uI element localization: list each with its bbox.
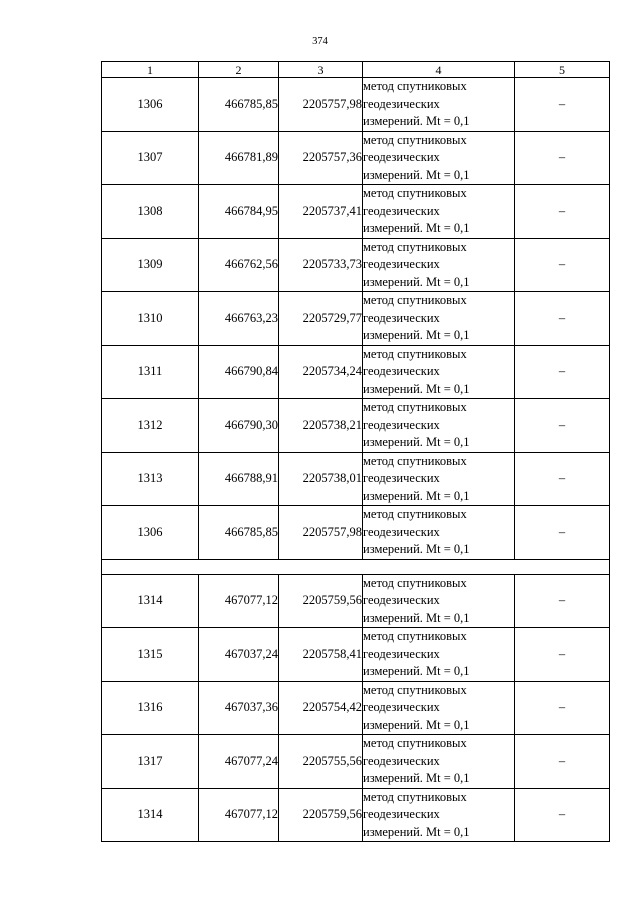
- method-cell: [363, 681, 515, 735]
- coordinate-y-cell: 2205729,77: [279, 292, 363, 346]
- method-cell: [363, 628, 515, 682]
- method-cell: [363, 131, 515, 185]
- method-line: метод спутниковых: [363, 346, 467, 361]
- point-number-cell: 1310: [102, 292, 199, 346]
- point-number-cell: 1315: [102, 628, 199, 682]
- point-number-cell: 1314: [102, 574, 199, 628]
- coordinate-x-cell: 466790,84: [199, 345, 279, 399]
- method-line: геодезических: [363, 593, 440, 607]
- method-line: метод спутниковых: [363, 453, 467, 468]
- point-number-cell: 1306: [102, 78, 199, 132]
- method-line: геодезических: [363, 203, 440, 218]
- method-line: метод спутниковых: [363, 186, 467, 200]
- column-5-cell: –: [515, 506, 610, 560]
- coordinate-y-cell: 2205734,24: [279, 345, 363, 399]
- column-5-cell: –: [515, 452, 610, 506]
- coordinate-y-cell: 2205757,98: [279, 506, 363, 560]
- coordinate-y-cell: 2205757,36: [279, 131, 363, 185]
- column-5-cell: –: [515, 788, 610, 842]
- table-row: [102, 452, 610, 506]
- coordinate-x-cell: 466785,85: [199, 78, 279, 132]
- method-line: измерений. Mt = 0,1: [363, 381, 470, 396]
- method-line: измерений. Mt = 0,1: [363, 221, 470, 235]
- method-line: измерений. Mt = 0,1: [363, 717, 470, 732]
- method-line: геодезических: [363, 417, 440, 432]
- method-cell: [363, 506, 515, 560]
- coordinate-x-cell: 467037,36: [199, 681, 279, 735]
- coordinate-y-cell: 2205738,01: [279, 452, 363, 506]
- method-line: метод спутниковых: [363, 293, 467, 307]
- method-line: измерений. Mt = 0,1: [363, 167, 470, 182]
- column-5-cell: –: [515, 735, 610, 789]
- coordinates-table: [101, 61, 610, 842]
- column-5-cell: –: [515, 238, 610, 292]
- point-number-cell: 1313: [102, 452, 199, 506]
- method-line: геодезических: [363, 257, 440, 271]
- method-cell: [363, 452, 515, 506]
- coordinate-x-cell: 466788,91: [199, 452, 279, 506]
- method-cell: [363, 185, 515, 239]
- method-cell: [363, 735, 515, 789]
- method-cell: [363, 238, 515, 292]
- method-cell: [363, 788, 515, 842]
- coordinate-x-cell: 467077,24: [199, 735, 279, 789]
- method-line: геодезических: [363, 150, 440, 164]
- coordinate-x-cell: 466790,30: [199, 399, 279, 453]
- point-number-cell: 1317: [102, 735, 199, 789]
- method-line: геодезических: [363, 471, 440, 485]
- column-5-cell: –: [515, 399, 610, 453]
- method-line: геодезических: [363, 753, 440, 768]
- column-5-cell: –: [515, 574, 610, 628]
- method-line: метод спутниковых: [363, 682, 467, 697]
- method-line: геодезических: [363, 700, 440, 714]
- method-cell: [363, 78, 515, 132]
- coordinate-y-cell: 2205738,21: [279, 399, 363, 453]
- coordinate-x-cell: 467037,24: [199, 628, 279, 682]
- point-number-cell: 1308: [102, 185, 199, 239]
- table-row: [102, 185, 610, 239]
- coordinate-x-cell: 467077,12: [199, 574, 279, 628]
- method-line: метод спутниковых: [363, 132, 467, 147]
- table-row: [102, 238, 610, 292]
- method-line: измерений. Mt = 0,1: [363, 542, 470, 556]
- point-number-cell: 1314: [102, 788, 199, 842]
- table-row: [102, 292, 610, 346]
- method-cell: [363, 292, 515, 346]
- coordinate-x-cell: 466763,23: [199, 292, 279, 346]
- method-line: метод спутниковых: [363, 575, 467, 590]
- header-col-5: 5: [515, 62, 610, 78]
- header-col-1: 1: [102, 62, 199, 78]
- group-separator-cell: [102, 559, 610, 574]
- table-row: [102, 574, 610, 628]
- method-line: метод спутниковых: [363, 507, 467, 521]
- header-col-3: 3: [279, 62, 363, 78]
- coordinate-y-cell: 2205757,98: [279, 78, 363, 132]
- coordinate-x-cell: 466762,56: [199, 238, 279, 292]
- table-row: [102, 78, 610, 132]
- coordinate-y-cell: 2205759,56: [279, 574, 363, 628]
- table-row: [102, 628, 610, 682]
- point-number-cell: 1307: [102, 131, 199, 185]
- method-line: метод спутниковых: [363, 736, 467, 750]
- column-5-cell: –: [515, 345, 610, 399]
- table-row: [102, 506, 610, 560]
- method-line: измерений. Mt = 0,1: [363, 824, 470, 839]
- method-line: метод спутниковых: [363, 79, 467, 93]
- table-header-row: [102, 62, 610, 78]
- method-line: метод спутниковых: [363, 629, 467, 643]
- point-number-cell: 1309: [102, 238, 199, 292]
- point-number-cell: 1312: [102, 399, 199, 453]
- method-line: геодезических: [363, 310, 440, 325]
- column-5-cell: –: [515, 628, 610, 682]
- method-line: измерений. Mt = 0,1: [363, 328, 470, 342]
- header-col-4: 4: [363, 62, 515, 78]
- coordinate-x-cell: 466781,89: [199, 131, 279, 185]
- method-line: геодезических: [363, 96, 440, 111]
- coordinate-y-cell: 2205755,56: [279, 735, 363, 789]
- table-row: [102, 131, 610, 185]
- method-line: геодезических: [363, 646, 440, 661]
- column-5-cell: –: [515, 185, 610, 239]
- point-number-cell: 1311: [102, 345, 199, 399]
- method-line: метод спутниковых: [363, 789, 467, 804]
- column-5-cell: –: [515, 78, 610, 132]
- coordinate-y-cell: 2205759,56: [279, 788, 363, 842]
- header-col-2: 2: [199, 62, 279, 78]
- coordinate-y-cell: 2205733,73: [279, 238, 363, 292]
- method-line: геодезических: [363, 364, 440, 378]
- method-line: измерений. Mt = 0,1: [363, 435, 470, 449]
- method-cell: [363, 345, 515, 399]
- method-line: метод спутниковых: [363, 400, 467, 414]
- coordinate-x-cell: 466784,95: [199, 185, 279, 239]
- coordinate-y-cell: 2205758,41: [279, 628, 363, 682]
- table-row: [102, 681, 610, 735]
- method-cell: [363, 399, 515, 453]
- method-line: измерений. Mt = 0,1: [363, 664, 470, 678]
- table-row: [102, 788, 610, 842]
- coordinate-x-cell: 466785,85: [199, 506, 279, 560]
- point-number-cell: 1306: [102, 506, 199, 560]
- method-line: измерений. Mt = 0,1: [363, 610, 470, 625]
- column-5-cell: –: [515, 131, 610, 185]
- table-row: [102, 399, 610, 453]
- method-line: измерений. Mt = 0,1: [363, 274, 470, 289]
- coordinates-table-body: [102, 62, 610, 842]
- page-number: 374: [312, 36, 328, 47]
- column-5-cell: –: [515, 292, 610, 346]
- method-line: геодезических: [363, 524, 440, 539]
- coordinate-y-cell: 2205737,41: [279, 185, 363, 239]
- method-line: геодезических: [363, 807, 440, 821]
- column-5-cell: –: [515, 681, 610, 735]
- method-cell: [363, 574, 515, 628]
- method-line: метод спутниковых: [363, 239, 467, 254]
- method-line: измерений. Mt = 0,1: [363, 771, 470, 785]
- group-separator-row: [102, 559, 610, 574]
- coordinate-y-cell: 2205754,42: [279, 681, 363, 735]
- method-line: измерений. Mt = 0,1: [363, 488, 470, 503]
- point-number-cell: 1316: [102, 681, 199, 735]
- coordinate-x-cell: 467077,12: [199, 788, 279, 842]
- method-line: измерений. Mt = 0,1: [363, 114, 470, 128]
- table-row: [102, 345, 610, 399]
- table-row: [102, 735, 610, 789]
